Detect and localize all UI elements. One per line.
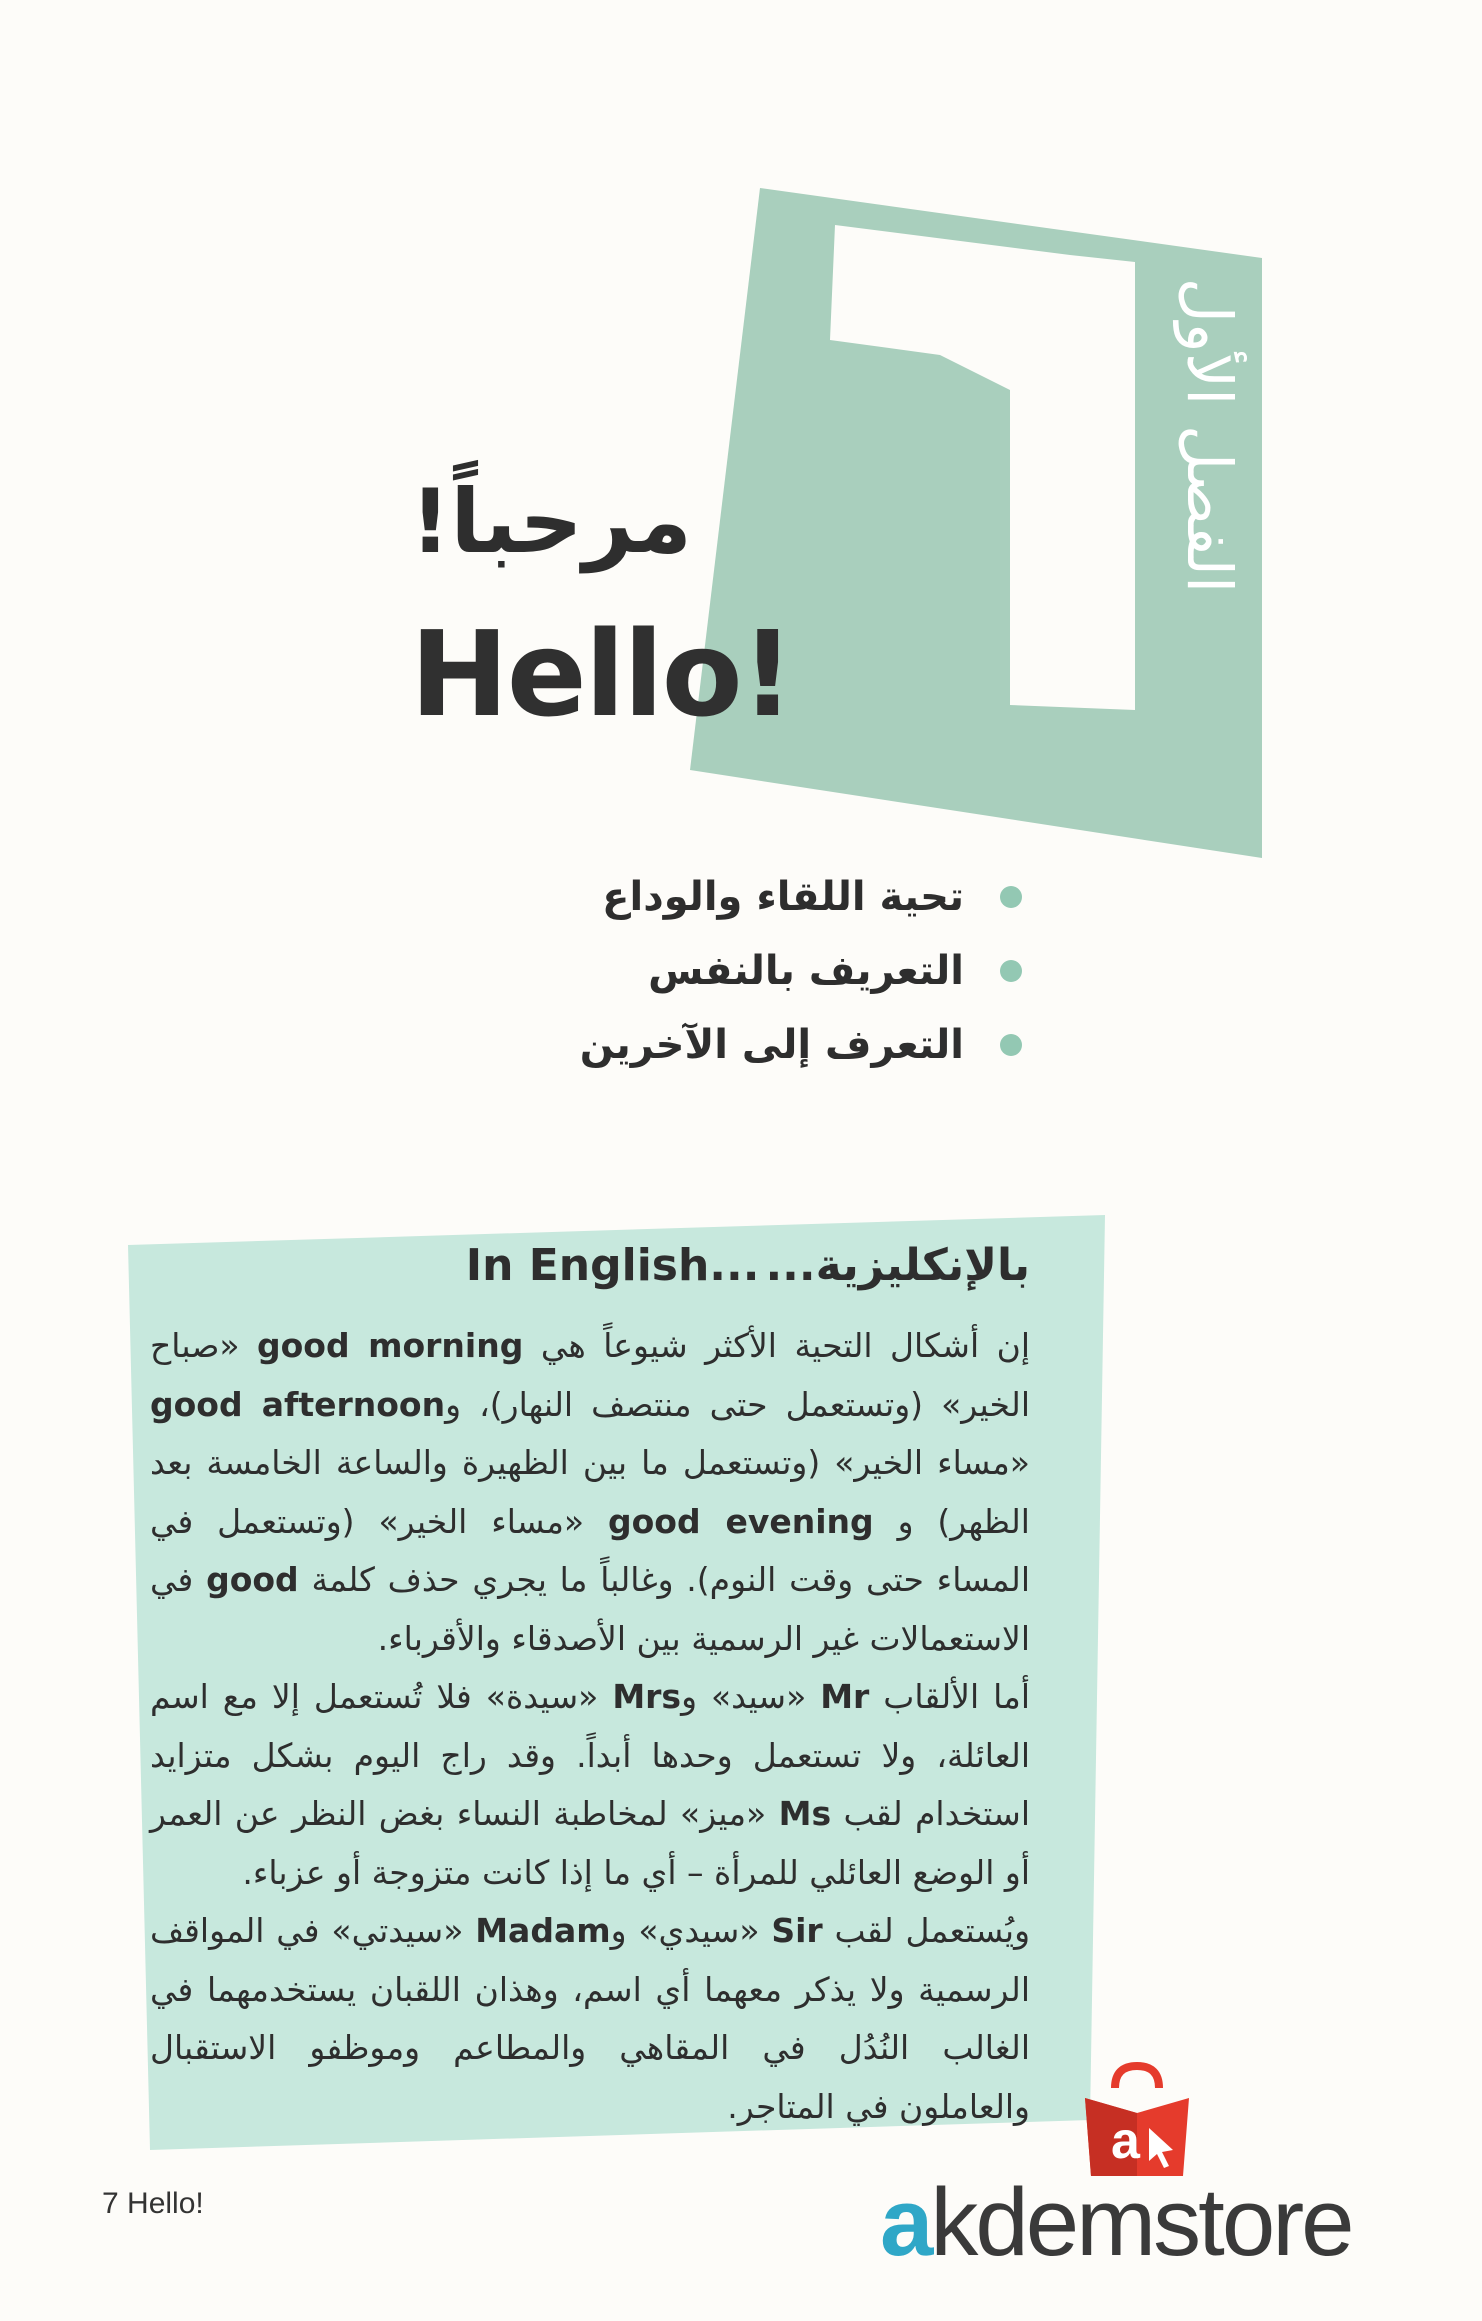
info-paragraph	[150, 1902, 1030, 2136]
english-term: good afternoon	[150, 1384, 446, 1424]
objective-text: التعريف بالنفس	[648, 948, 964, 994]
info-box	[150, 1225, 1030, 2145]
info-paragraph	[150, 1668, 1030, 1902]
svg-text:a: a	[1111, 2112, 1140, 2170]
brand-rest: kdemstore	[930, 2169, 1352, 2276]
page-number: 7	[102, 2187, 119, 2220]
paragraph-text: «سيدة» فلا تُستعمل إلا مع اسم العائلة، ولا تستعمل وحدها أبداً. وقد راج اليوم بشكل متزايد استخدام لقب	[150, 1677, 1030, 1833]
objective-text: التعرف إلى الآخرين	[579, 1022, 964, 1068]
info-box-title-english: In English...	[465, 1239, 760, 1291]
chapter-title-english: Hello!	[410, 605, 793, 743]
english-term: Mr	[820, 1677, 870, 1716]
chapter-label-text: الفصل الأول	[1173, 277, 1247, 593]
watermark-brand	[880, 2168, 1352, 2278]
paragraph-text: «مساء الخير» (وتستعمل ما بين الظهيرة والساعة الخامسة بعد الظهر) و	[150, 1443, 1030, 1541]
objective-text: تحية اللقاء والوداع	[602, 874, 964, 920]
info-box-title	[466, 1225, 1030, 1305]
shopping-bag-cursor-icon	[1075, 2058, 1200, 2183]
page-footer	[102, 2187, 204, 2221]
paragraph-text: «صباح الخير» (وتستعمل حتى منتصف النهار)، و	[150, 1326, 1030, 1424]
paragraph-text: «سيد» و	[681, 1677, 821, 1716]
info-paragraph	[150, 1317, 1030, 1668]
running-title: Hello!	[127, 2187, 204, 2220]
paragraph-text: «ميز» لمخاطبة النساء بغض النظر عن العمر أو الوضع العائلي للمرأة – أي ما إذا كانت متزوجة أو عزباء.	[150, 1794, 1030, 1892]
chapter-title-arabic: مرحباً!	[410, 470, 692, 573]
paragraph-text: ويُستعمل لقب	[822, 1911, 1031, 1950]
info-box-body	[150, 1317, 1030, 2136]
info-box-title-arabic: بالإنكليزية...	[765, 1239, 1030, 1291]
english-term: Sir	[771, 1911, 823, 1950]
english-term: Madam	[475, 1911, 611, 1950]
paragraph-text: أما الألقاب	[869, 1677, 1030, 1716]
english-term: Mrs	[612, 1677, 682, 1716]
paragraph-text: «سيدتي» في المواقف الرسمية ولا يذكر معهما أي اسم، وهذان اللقبان يستخدمهما في الغالب النُدُل في المقاهي والمطاعم وموظفو الاستقبال والعاملون في المتاجر.	[150, 1911, 1030, 2126]
english-term: good evening	[608, 1501, 874, 1541]
english-term: Ms	[778, 1794, 832, 1833]
brand-a: a	[880, 2169, 931, 2276]
paragraph-text: «مساء الخير» (وتستعمل في المساء حتى وقت النوم). وغالباً ما يجري حذف كلمة	[150, 1501, 1030, 1599]
english-term: good morning	[257, 1326, 524, 1365]
paragraph-text: «سيدي» و	[610, 1911, 772, 1950]
english-term: good	[206, 1560, 299, 1599]
paragraph-text: إن أشكال التحية الأكثر شيوعاً هي	[523, 1326, 1031, 1365]
paragraph-text: في الاستعمالات غير الرسمية بين الأصدقاء والأقرباء.	[150, 1560, 1030, 1658]
